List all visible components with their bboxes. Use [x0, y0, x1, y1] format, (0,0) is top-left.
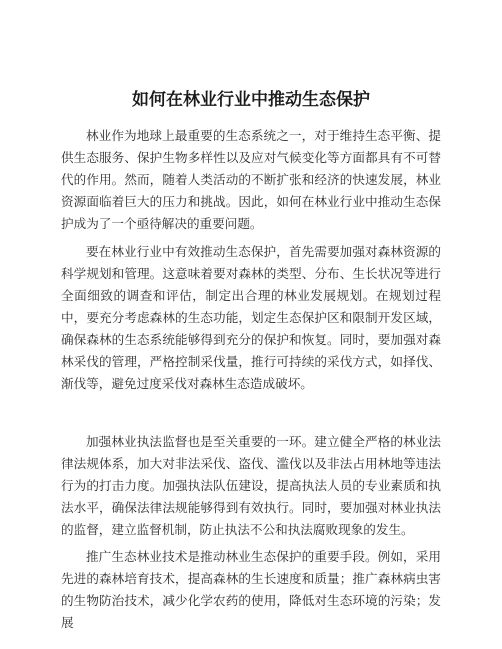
paragraph-planning: 要在林业行业中有效推动生态保护，首先需要加强对森林资源的科学规划和管理。这意味着要对森林的类型、分布、生长状况等进行全面细致的调查和评估，制定出合理的林业发展规划。在规划过程中，要充分考虑森林的生态功能，划定生态保护区和限制开发区域，确保森林的生态系统能够得到充分的保护和恢复。同时，要加强对森林采伐的管理，严格控制采伐量，推行可持续的采伐方式，如择伐、渐伐等，避免过度采伐对森林生态造成破坏。 — [61, 244, 441, 391]
paragraph-enforcement: 加强林业执法监督也是至关重要的一环。建立健全严格的林业法律法规体系，加大对非法采伐、盗伐、滥伐以及非法占用林地等违法行为的打击力度。加强执法队伍建设，提高执法人员的专业素质和执法水平，确保法律法规能够得到有效执行。同时，要加强对林业执法的监督，建立监督机制，防止执法不公和执法腐败现象的发生。 — [61, 434, 441, 537]
document-title: 如何在林业行业中推动生态保护 — [132, 90, 370, 110]
paragraph-technology: 推广生态林业技术是推动林业生态保护的重要手段。例如，采用先进的森林培育技术，提高森林的生长速度和质量；推广森林病虫害的生物防治技术，减少化学农药的使用，降低对生态环境的污染；发展 — [61, 549, 441, 630]
paragraph-intro: 林业作为地球上最重要的生态系统之一，对于维持生态平衡、提供生态服务、保护生物多样性以及应对气候变化等方面都具有不可替代的作用。然而，随着人类活动的不断扩张和经济的快速发展，林业资源面临着巨大的压力和挑战。因此，如何在林业行业中推动生态保护成为了一个亟待解决的重要问题。 — [61, 128, 441, 231]
